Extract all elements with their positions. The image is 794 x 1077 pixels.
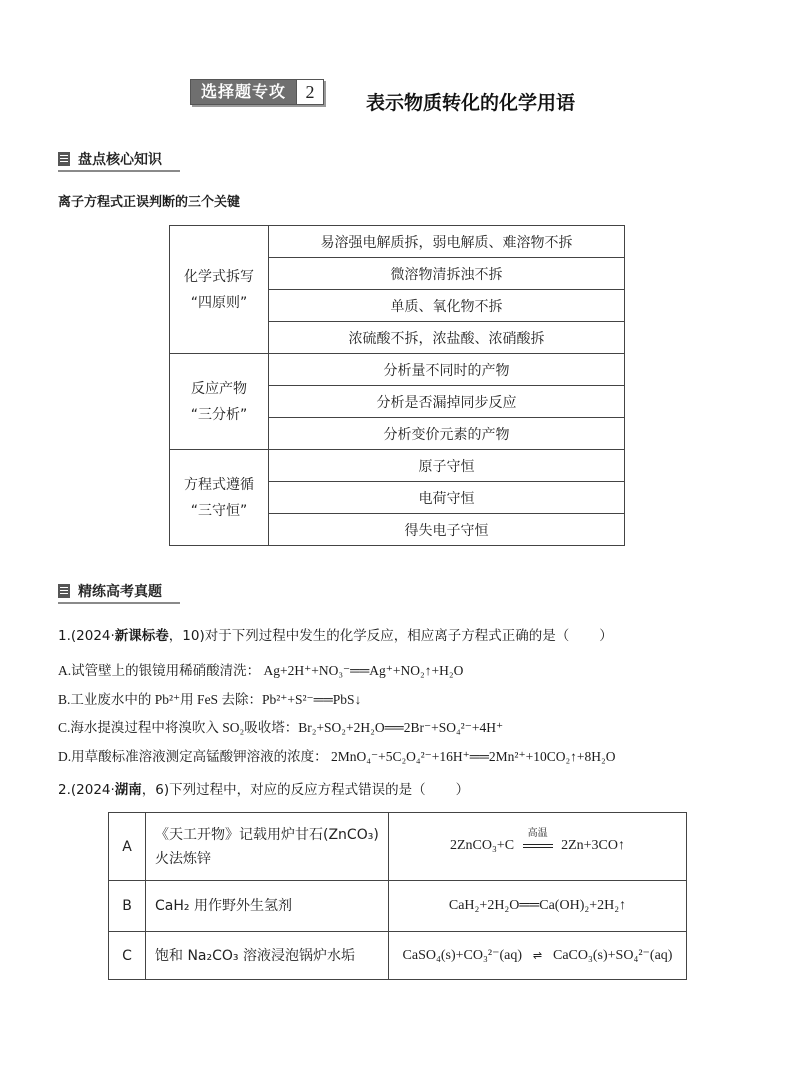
table-cell: 易溶强电解质拆，弱电解质、难溶物不拆 — [269, 226, 625, 258]
page-title: 表示物质转化的化学用语 — [366, 93, 576, 114]
group-cell — [170, 450, 269, 546]
table-row — [170, 450, 625, 482]
table-row[interactable] — [109, 813, 687, 881]
table-row[interactable] — [109, 881, 687, 932]
table-cell: 分析变价元素的产物 — [269, 418, 625, 450]
table-cell: 单质、氧化物不拆 — [269, 290, 625, 322]
group-label: 方程式遵循 — [184, 476, 254, 493]
table-cell: 分析是否漏掉同步反应 — [269, 386, 625, 418]
equation-right: 2Zn+3CO↑ — [561, 838, 626, 854]
option-letter: A — [109, 813, 146, 881]
book-icon — [58, 152, 70, 166]
question-number: 2.(2024· — [58, 782, 115, 798]
equation-left: CaSO₄(s)+CO₃²⁻(aq) — [402, 948, 522, 963]
equation-right: CaCO₃(s)+SO₄²⁻(aq) — [553, 948, 673, 963]
table-cell: 微溶物清拆浊不拆 — [269, 258, 625, 290]
key-points-table — [169, 225, 625, 546]
reversible-arrow-icon: ⇌ — [532, 949, 543, 962]
question-1-stem — [58, 624, 613, 644]
answer-paren-close: ） — [599, 628, 613, 644]
option-b[interactable]: B.工业废水中的 Pb²⁺用 FeS 去除：Pb²⁺+S²⁻══PbS↓ — [58, 692, 362, 707]
topic-badge-number: 2 — [296, 80, 323, 104]
question-2-stem — [58, 778, 469, 798]
group-label-sub: “三分析” — [190, 406, 248, 423]
reaction-condition: 高温 — [527, 828, 548, 840]
question-text: ，10)对于下列过程中发生的化学反应，相应离子方程式正确的是（ — [168, 628, 570, 644]
table-row[interactable] — [109, 932, 687, 980]
question-2-options-table — [108, 812, 687, 980]
reaction-condition-arrow — [518, 828, 558, 854]
section-title: 精练高考真题 — [78, 584, 162, 600]
section-title: 盘点核心知识 — [78, 152, 162, 168]
option-d[interactable]: D.用草酸标准溶液测定高锰酸钾溶液的浓度： 2MnO₄⁻+5C₂O₄²⁻+16H⁺══2Mn²⁺+10CO₂↑+8H₂O — [58, 749, 616, 764]
question-number: 1.(2024· — [58, 628, 115, 644]
option-c[interactable]: C.海水提溴过程中将溴吹入 SO₂吸收塔：Br₂+SO₂+2H₂O══2Br⁻+SO₄²⁻+4H⁺ — [58, 720, 504, 735]
option-description: 饱和 Na₂CO₃ 溶液浸泡锅炉水垢 — [146, 932, 389, 980]
table-cell: 浓硫酸不拆，浓盐酸、浓硝酸拆 — [269, 322, 625, 354]
table-cell: 得失电子守恒 — [269, 514, 625, 546]
question-source: 湖南 — [114, 782, 142, 798]
section-subtitle: 离子方程式正误判断的三个关键 — [58, 195, 241, 210]
group-label-sub: “四原则” — [190, 294, 248, 311]
table-row — [170, 226, 625, 258]
group-cell — [170, 226, 269, 354]
option-equation — [389, 813, 687, 881]
topic-badge — [190, 79, 324, 105]
answer-paren-close: ） — [455, 782, 470, 798]
section-header-core-knowledge — [58, 148, 180, 172]
group-label: 反应产物 — [191, 380, 247, 397]
option-equation: CaH₂+2H₂O══Ca(OH)₂+2H₂↑ — [389, 881, 687, 932]
equation-left: 2ZnCO₃+C — [449, 838, 515, 854]
table-cell: 电荷守恒 — [269, 482, 625, 514]
topic-badge-label: 选择题专攻 — [191, 80, 296, 104]
table-row — [170, 354, 625, 386]
option-letter: C — [109, 932, 146, 980]
group-label: 化学式拆写 — [184, 268, 254, 285]
question-source: 新课标卷 — [114, 628, 169, 644]
option-a[interactable]: A.试管壁上的银镜用稀硝酸清洗： Ag+2H⁺+NO₃⁻══Ag⁺+NO₂↑+H₂O — [58, 663, 464, 678]
table-cell: 分析量不同时的产物 — [269, 354, 625, 386]
book-icon — [58, 584, 70, 598]
table-cell: 原子守恒 — [269, 450, 625, 482]
group-cell — [170, 354, 269, 450]
option-letter: B — [109, 881, 146, 932]
section-header-exam-questions — [58, 580, 180, 604]
question-text: ，6)下列过程中，对应的反应方程式错误的是（ — [141, 782, 426, 798]
option-equation — [389, 932, 687, 980]
group-label-sub: “三守恒” — [190, 502, 248, 519]
option-description: CaH₂ 用作野外生氢剂 — [146, 881, 389, 932]
option-description: 《天工开物》记载用炉甘石(ZnCO₃)火法炼锌 — [146, 813, 389, 881]
